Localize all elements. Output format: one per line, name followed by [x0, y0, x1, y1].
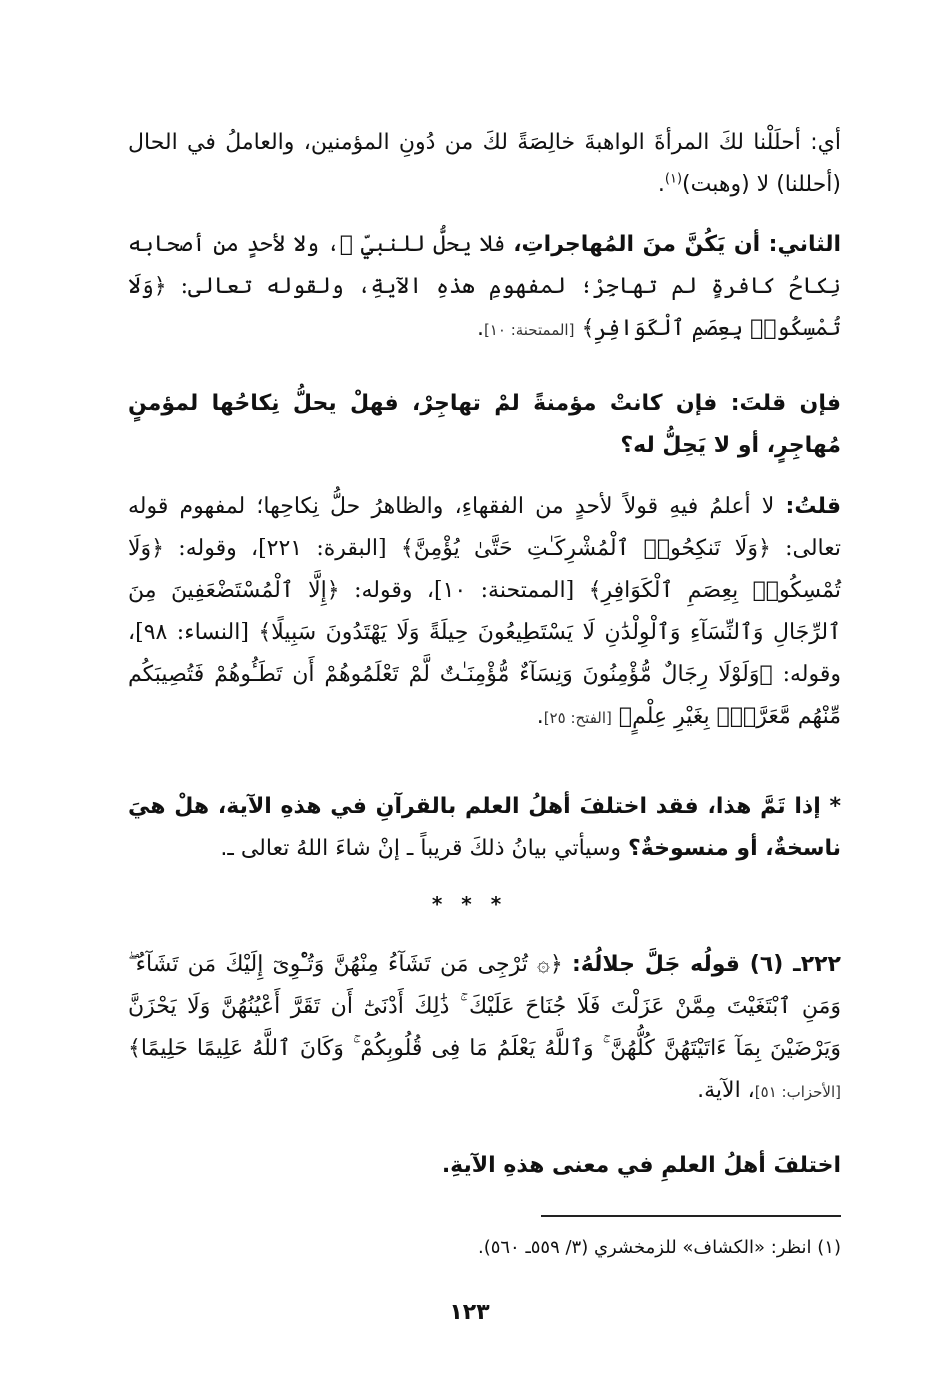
paragraph-2-text: فلا يحلُّ للنبيِّ ﷺ، ولا لأحدٍ من أصحابه نِكاحُ كافرةٍ لم تهاجِرْ؛ لمفهومِ هذهِ الآيةِ، ولقوله تعالى: ﴿وَلَا تُمْسِكُوا۟ بِعِصَمِ ٱلْكَوَافِرِ﴾ — [128, 232, 841, 341]
paragraph-4-lead: قلتُ: — [785, 494, 841, 519]
paragraph-4-text: لا أعلمُ فيهِ قولاً لأحدٍ من الفقهاءِ، والظاهرُ حلُّ نِكاحِها؛ لمفهوم قوله تعالى: ﴿وَلَا تَنكِحُوا۟ ٱلْمُشْرِكَـٰتِ حَتَّىٰ يُؤْمِنَّ﴾ [البقرة: ٢٢١]، وقوله: ﴿وَلَا تُمْسِكُوا۟ بِعِصَمِ ٱلْكَوَافِرِ﴾ [الممتحنة: ١٠]، وقوله: ﴿إِلَّا ٱلْمُسْتَضْعَفِينَ مِنَ ٱلرِّجَالِ وَٱلنِّسَآءِ وَٱلْوِلْدَٰنِ لَا يَسْتَطِيعُونَ حِيلَةً وَلَا يَهْتَدُونَ سَبِيلًا﴾ [النساء: ٩٨]، وقوله: ﴿وَلَوْلَا رِجَالٌ مُّؤْمِنُونَ وَنِسَآءٌ مُّؤْمِنَـٰتٌ لَّمْ تَعْلَمُوهُمْ أَن تَطَـُٔوهُمْ فَتُصِيبَكُم مِّنْهُم مَّعَرَّةٌۢ بِغَيْرِ عِلْمٍ﴾ — [128, 494, 841, 729]
paragraph-7 — [128, 1145, 841, 1187]
section-separator: * * * — [431, 892, 508, 916]
paragraph-1-text: أي: أحلَلْنا لكَ المرأةَ الواهبةَ خالِصَةً لكَ من دُونِ المؤمنين، والعاملُ في الحال (أحللنا) لا (وهبت) — [128, 130, 841, 197]
paragraph-4-tail: . — [536, 704, 544, 729]
paragraph-2-lead: الثاني: أن يَكُنَّ منَ المُهاجراتِ، — [513, 232, 842, 257]
paragraph-1-tail: . — [657, 172, 665, 197]
paragraph-5-lead: * إذا تَمَّ هذا، فقد اختلفَ أهلُ العلم بالقرآنِ في هذهِ الآية، هلْ هيَ ناسخةٌ، أو منسوخةٌ؟ — [128, 794, 841, 861]
paragraph-6-lead: ٢٢٢ـ (٦) قولُه جَلَّ جلالُهُ: — [572, 952, 841, 977]
footnote-mark: (١) — [664, 171, 683, 187]
paragraph-5 — [128, 786, 841, 870]
paragraph-3-text: فإن قلتَ: فإن كانتْ مؤمنةً لمْ تهاجِرْ، فهلْ يحلُّ نِكاحُها لمؤمنٍ مُهاجِرٍ، أو لا يَحِلُّ له؟ — [128, 391, 841, 458]
paragraph-6-text: ﴿۞ تُرْجِى مَن تَشَآءُ مِنْهُنَّ وَتُـْٔوِىٓ إِلَيْكَ مَن تَشَآءُ ۖ وَمَنِ ٱبْتَغَيْتَ مِمَّنْ عَزَلْتَ فَلَا جُنَاحَ عَلَيْكَ ۚ ذَٰلِكَ أَدْنَىٰٓ أَن تَقَرَّ أَعْيُنُهُنَّ وَلَا يَحْزَنَّ وَيَرْضَيْنَ بِمَآ ءَاتَيْتَهُنَّ كُلُّهُنَّ ۚ وَٱللَّهُ يَعْلَمُ مَا فِى قُلُوبِكُمْ ۚ وَكَانَ ٱللَّهُ عَلِيمًا حَلِيمًا﴾ — [128, 952, 841, 1061]
paragraph-5-text: وسيأتي بيانُ ذلكَ قريباً ـ إنْ شاءَ اللهُ تعالى ـ. — [220, 836, 621, 861]
paragraph-2-ref: [الممتحنة: ١٠] — [483, 321, 575, 339]
footnote-divider — [541, 1215, 841, 1217]
paragraph-4 — [128, 486, 841, 739]
footnote: (١) انظر: «الكشاف» للزمخشري (٣/ ٥٥٩ـ ٥٦٠). — [477, 1237, 841, 1258]
paragraph-2 — [128, 224, 841, 351]
paragraph-6 — [128, 944, 841, 1113]
paragraph-2-tail: . — [476, 316, 484, 341]
paragraph-4-ref: [الفتح: ٢٥] — [543, 709, 612, 727]
paragraph-6-ref: [الأحزاب: ٥١] — [754, 1083, 841, 1101]
paragraph-6-tail: ، الآية. — [697, 1078, 755, 1103]
paragraph-3 — [128, 383, 841, 467]
page-number: ١٢٣ — [449, 1300, 490, 1325]
paragraph-7-text: اختلفَ أهلُ العلمِ في معنى هذهِ الآيةِ. — [441, 1153, 841, 1178]
paragraph-1 — [128, 122, 841, 206]
